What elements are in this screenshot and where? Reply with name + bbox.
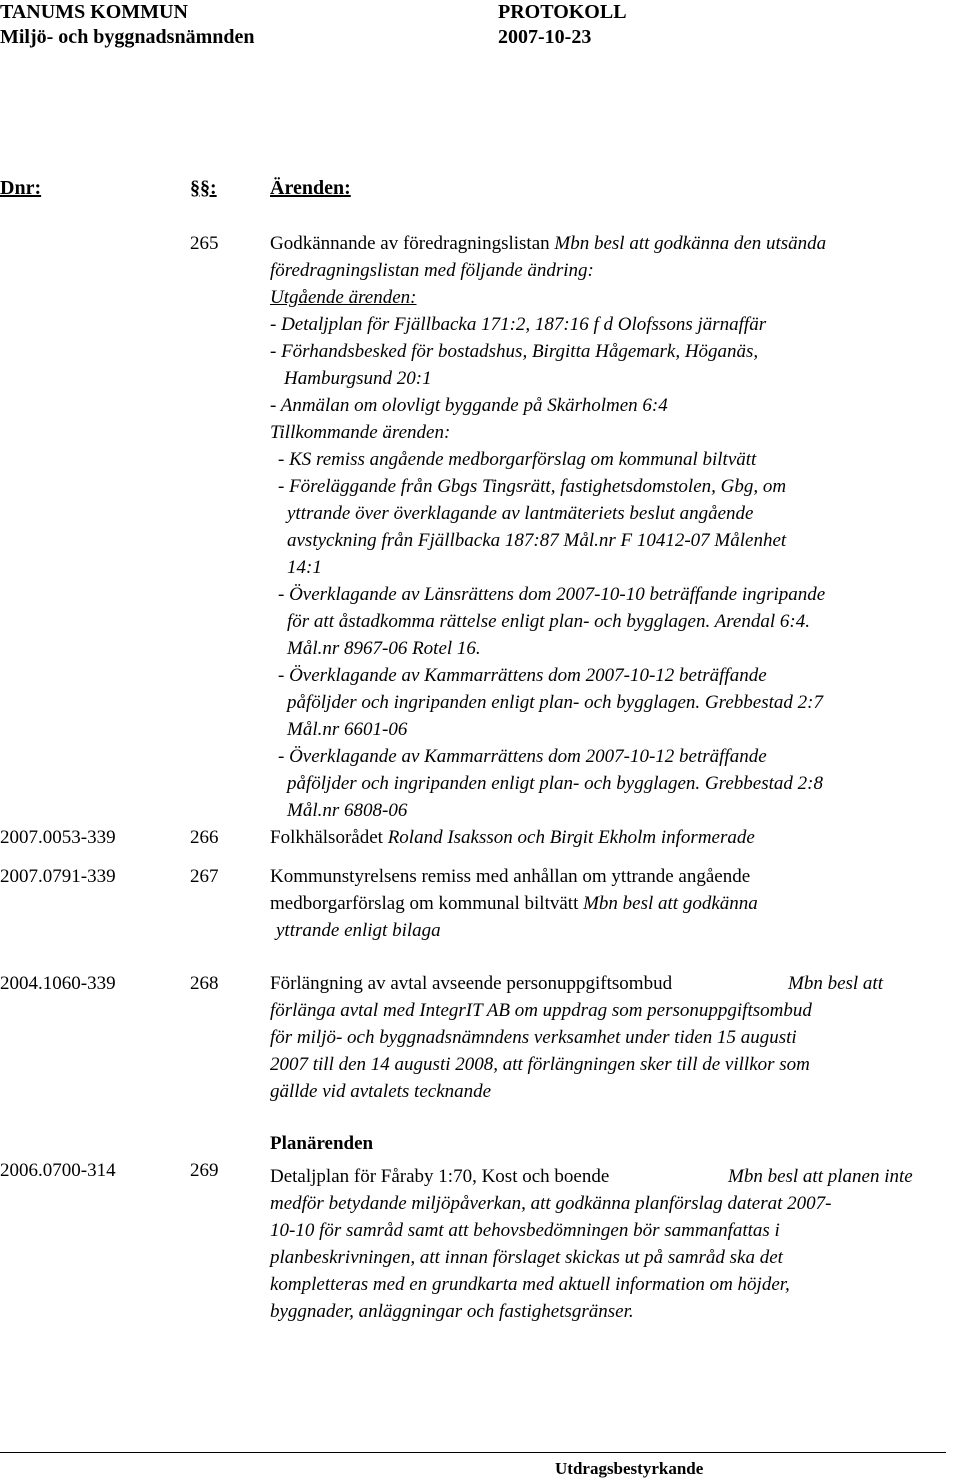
item-text-line: - Detaljplan för Fjällbacka 171:2, 187:16 f d Olofssons järnaffär <box>270 314 767 335</box>
item-text-line: Kommunstyrelsens remiss med anhållan om yttrande angående <box>270 866 751 887</box>
decision-text: Mbn besl att <box>788 973 883 994</box>
paragraph-number: 267 <box>190 866 219 887</box>
item-text-line: föredragningslistan med följande ändring: <box>270 260 594 281</box>
footer-divider <box>0 1452 946 1453</box>
column-heading-dnr: Dnr: <box>0 177 42 199</box>
item-text-line: 14:1 <box>287 557 322 578</box>
item-text-line: 2007 till den 14 augusti 2008, att förlängningen sker till de villkor som <box>270 1054 810 1075</box>
item-text-line: - Överklagande av Kammarrättens dom 2007-10-12 beträffande <box>278 665 767 686</box>
column-heading-items: Ärenden: <box>270 177 351 199</box>
item-text-line: för att åstadkomma rättelse enligt plan- och bygglagen. Arendal 6:4. <box>287 611 810 632</box>
diary-number: 2004.1060-339 <box>0 973 116 994</box>
item-text-line: medborgarförslag om kommunal biltvätt Mbn besl att godkänna <box>270 893 758 914</box>
item-text-line: Folkhälsorådet Roland Isaksson och Birgit Ekholm informerade <box>270 827 755 848</box>
column-heading-paragraph: §§: <box>190 177 217 199</box>
item-text-line: byggnader, anläggningar och fastighetsgränser. <box>270 1301 634 1322</box>
diary-number: 2007.0053-339 <box>0 827 116 848</box>
item-text-line: 10-10 för samråd samt att behovsbedömningen bör sammanfattas i <box>270 1220 780 1241</box>
item-text-line: yttrande över överklagande av lantmäteriets beslut angående <box>287 503 754 524</box>
item-text-line: - Överklagande av Kammarrättens dom 2007-10-12 beträffande <box>278 746 767 767</box>
paragraph-number: 265 <box>190 233 219 254</box>
paragraph-number: 266 <box>190 827 219 848</box>
item-text-line: Mål.nr 6808-06 <box>287 800 408 821</box>
item-text-line: påföljder och ingripanden enligt plan- och bygglagen. Grebbestad 2:8 <box>287 773 823 794</box>
item-text-line: - Överklagande av Länsrättens dom 2007-10-10 beträffande ingripande <box>278 584 826 605</box>
item-text-line: avstyckning från Fjällbacka 187:87 Mål.nr F 10412-07 Målenhet <box>287 530 787 551</box>
diary-number: 2006.0700-314 <box>0 1160 116 1181</box>
committee-name: Miljö- och byggnadsnämnden <box>0 26 255 48</box>
document-type: PROTOKOLL <box>498 1 627 23</box>
item-text-line: Förlängning av avtal avseende personuppgiftsombud <box>270 973 673 994</box>
item-text-line: Mål.nr 6601-06 <box>287 719 408 740</box>
paragraph-number: 268 <box>190 973 219 994</box>
item-text-line: gällde vid avtalets tecknande <box>270 1081 492 1102</box>
item-text-line: Detaljplan för Fåraby 1:70, Kost och boende <box>270 1166 610 1187</box>
decision-text: Mbn besl att planen inte <box>728 1166 913 1187</box>
item-text-line: yttrande enligt bilaga <box>276 920 441 941</box>
subheading-outgoing-items: Utgående ärenden: <box>270 287 417 308</box>
item-text-line: Godkännande av föredragningslistan Mbn besl att godkänna den utsända <box>270 233 827 254</box>
item-text-line: Mål.nr 8967-06 Rotel 16. <box>287 638 481 659</box>
item-text-line: - Förhandsbesked för bostadshus, Birgitta Hågemark, Höganäs, <box>270 341 759 362</box>
item-text-line: - Föreläggande från Gbgs Tingsrätt, fastighetsdomstolen, Gbg, om <box>278 476 787 497</box>
section-heading-plan-items: Planärenden <box>270 1133 374 1154</box>
item-text-line: - KS remiss angående medborgarförslag om kommunal biltvätt <box>278 449 757 470</box>
subheading-incoming-items: Tillkommande ärenden: <box>270 422 451 443</box>
item-text-line: planbeskrivningen, att innan förslaget skickas ut på samråd ska det <box>270 1247 783 1268</box>
item-text-line: förlänga avtal med IntegrIT AB om uppdrag som personuppgiftsombud <box>270 1000 812 1021</box>
meeting-date: 2007-10-23 <box>498 26 592 48</box>
paragraph-number: 269 <box>190 1160 219 1181</box>
item-text-line: för miljö- och byggnadsnämndens verksamhet under tiden 15 augusti <box>270 1027 797 1048</box>
footer-certification-label: Utdragsbestyrkande <box>555 1459 704 1478</box>
item-text-line: Hamburgsund 20:1 <box>284 368 432 389</box>
item-text-line: medför betydande miljöpåverkan, att godkänna planförslag daterat 2007- <box>270 1193 832 1214</box>
item-text-line: kompletteras med en grundkarta med aktuell information om höjder, <box>270 1274 790 1295</box>
item-text-line: påföljder och ingripanden enligt plan- och bygglagen. Grebbestad 2:7 <box>287 692 823 713</box>
item-text-line: - Anmälan om olovligt byggande på Skärholmen 6:4 <box>270 395 668 416</box>
municipality-name: TANUMS KOMMUN <box>0 1 188 23</box>
diary-number: 2007.0791-339 <box>0 866 116 887</box>
